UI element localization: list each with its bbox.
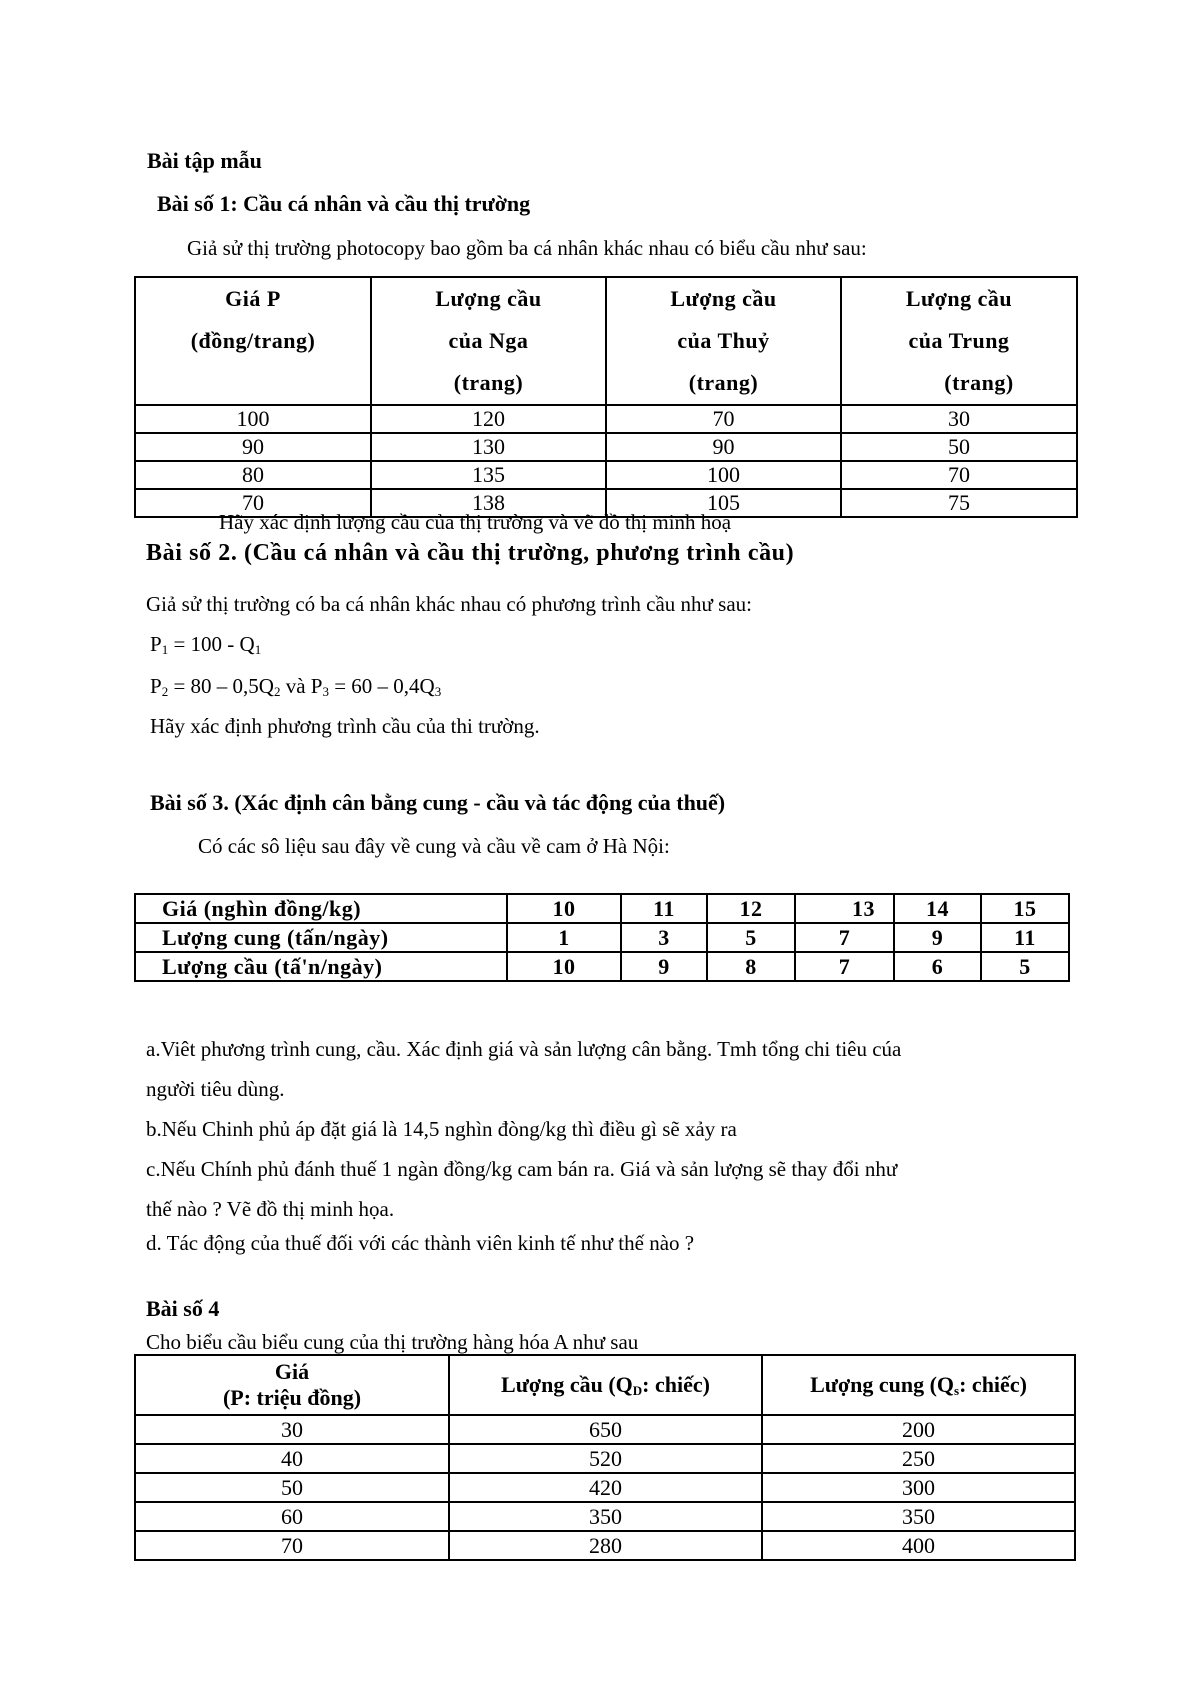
table-cell: 50 [135,1473,449,1502]
ex3-question-c-line2: thế nào ? Vẽ đồ thị minh họa. [146,1197,395,1221]
ex4-market-table [134,1354,1076,1561]
table-cell: 138 [371,489,606,517]
header-cell: Lượng cầu của Nga (trang) [371,277,606,405]
table-cell: 14 [894,894,981,923]
table-row [135,1444,1075,1473]
row-label: Lượng cung (tấn/ngày) [135,923,507,952]
ex3-question-a-line2: người tiêu dùng. [146,1077,285,1101]
table-header-row [135,277,1077,405]
table-row [135,894,1069,923]
table-cell: 30 [841,405,1077,433]
table-cell: 6 [894,952,981,981]
table-row [135,461,1077,489]
table-cell: 1 [507,923,621,952]
ex1-demand-table [134,276,1078,518]
table-cell: 75 [841,489,1077,517]
table-row [135,1531,1075,1560]
ex1-title: Bài số 1: Cầu cá nhân và cầu thị trường [157,191,531,216]
table-cell: 8 [707,952,795,981]
table-cell: 200 [762,1415,1075,1444]
table-row [135,405,1077,433]
table-cell: 15 [981,894,1069,923]
table-cell: 3 [621,923,707,952]
table-cell: 70 [135,489,371,517]
table-cell: 100 [606,461,841,489]
table-cell: 520 [449,1444,762,1473]
ex3-question-b: b.Nếu Chinh phủ áp đặt giá là 14,5 nghìn đòng/kg thì điều gì sẽ xảy ra [146,1117,737,1141]
ex1-intro: Giả sử thị trường photocopy bao gồm ba cá nhân khác nhau có biểu cầu như sau: [187,236,867,260]
ex3-supply-demand-table [134,893,1070,982]
table-cell: 7 [795,952,894,981]
ex2-equation-1: $P_1 = 100 - Q_1$ [150,632,262,657]
table-cell: 350 [762,1502,1075,1531]
ex3-intro: Có các sô liệu sau đây về cung và cầu về cam ở Hà Nội: [198,834,670,858]
table-row [135,1502,1075,1531]
table-cell: 350 [449,1502,762,1531]
ex3-title: Bài số 3. (Xác định cân bằng cung - cầu và tác động của thuế) [150,790,726,815]
ex4-intro: Cho biểu cầu biểu cung của thị trường hàng hóa A như sau [146,1330,639,1354]
ex3-question-d: d. Tác động của thuế đối với các thành viên kinh tế như thế nào ? [146,1231,695,1255]
table-cell: 60 [135,1502,449,1531]
table-row [135,1415,1075,1444]
ex2-task: Hãy xác định phương trình cầu của thi trường. [150,714,540,738]
table-cell: 400 [762,1531,1075,1560]
table-cell: 120 [371,405,606,433]
table-cell: 250 [762,1444,1075,1473]
table-cell: 40 [135,1444,449,1473]
table-cell: 135 [371,461,606,489]
table-cell: 90 [606,433,841,461]
table-cell: 5 [707,923,795,952]
table-cell: 80 [135,461,371,489]
table-cell: 130 [371,433,606,461]
header-cell: Giá P (đồng/trang) [135,277,371,405]
ex3-question-c-line1: c.Nếu Chính phủ đánh thuế 1 ngàn đồng/kg cam bán ra. Giá và sản lượng sẽ thay đổi như [146,1157,898,1181]
header-demand: Lượng cầu ($Q_D$: chiếc) [449,1355,762,1415]
header-price: Giá (P: triệu đồng) [135,1355,449,1415]
table-cell: 420 [449,1473,762,1502]
ex2-title: Bài số 2. (Cầu cá nhân và cầu thị trường, phương trình cầu) [146,540,795,566]
ex4-title: Bài số 4 [146,1296,220,1321]
ex2-intro: Giả sử thị trường có ba cá nhân khác nhau có phương trình cầu như sau: [146,592,752,616]
row-label: Giá (nghìn đồng/kg) [135,894,507,923]
table-row [135,1473,1075,1502]
row-label: Lượng cầu (tấ'n/ngày) [135,952,507,981]
table-cell: 90 [135,433,371,461]
table-header-row [135,1355,1075,1415]
table-cell: 13 [795,894,894,923]
table-cell: 9 [621,952,707,981]
table-cell: 5 [981,952,1069,981]
header-supply: Lượng cung ($Q_s$: chiếc) [762,1355,1075,1415]
table-cell: 70 [606,405,841,433]
sample-heading: Bài tập mẫu [147,148,262,173]
table-row [135,923,1069,952]
table-row [135,433,1077,461]
table-cell: 50 [841,433,1077,461]
table-cell: 300 [762,1473,1075,1502]
table-cell: 10 [507,952,621,981]
table-cell: 30 [135,1415,449,1444]
header-cell: Lượng cầu của Trung (trang) [841,277,1077,405]
ex3-question-a-line1: a.Viêt phương trình cung, cầu. Xác định giá và sản lượng cân bằng. Tmh tổng chi tiêu cúa [146,1037,902,1061]
ex1-task: Hãy xác định lượng cầu của thị trường và vẽ đồ thị minh hoạ [219,510,732,534]
table-cell: 9 [894,923,981,952]
table-cell: 70 [135,1531,449,1560]
table-cell: 105 [606,489,841,517]
table-cell: 70 [841,461,1077,489]
table-cell: 650 [449,1415,762,1444]
ex2-equation-2: $P_2 = 80 - 0,5Q_2$ và $P_3 = 60 - 0,4Q_3$ [150,674,442,699]
table-cell: 7 [795,923,894,952]
table-cell: 10 [507,894,621,923]
table-row [135,952,1069,981]
table-cell: 280 [449,1531,762,1560]
header-cell: Lượng cầu của Thuỷ (trang) [606,277,841,405]
table-cell: 100 [135,405,371,433]
table-cell: 11 [981,923,1069,952]
table-cell: 11 [621,894,707,923]
table-cell: 12 [707,894,795,923]
